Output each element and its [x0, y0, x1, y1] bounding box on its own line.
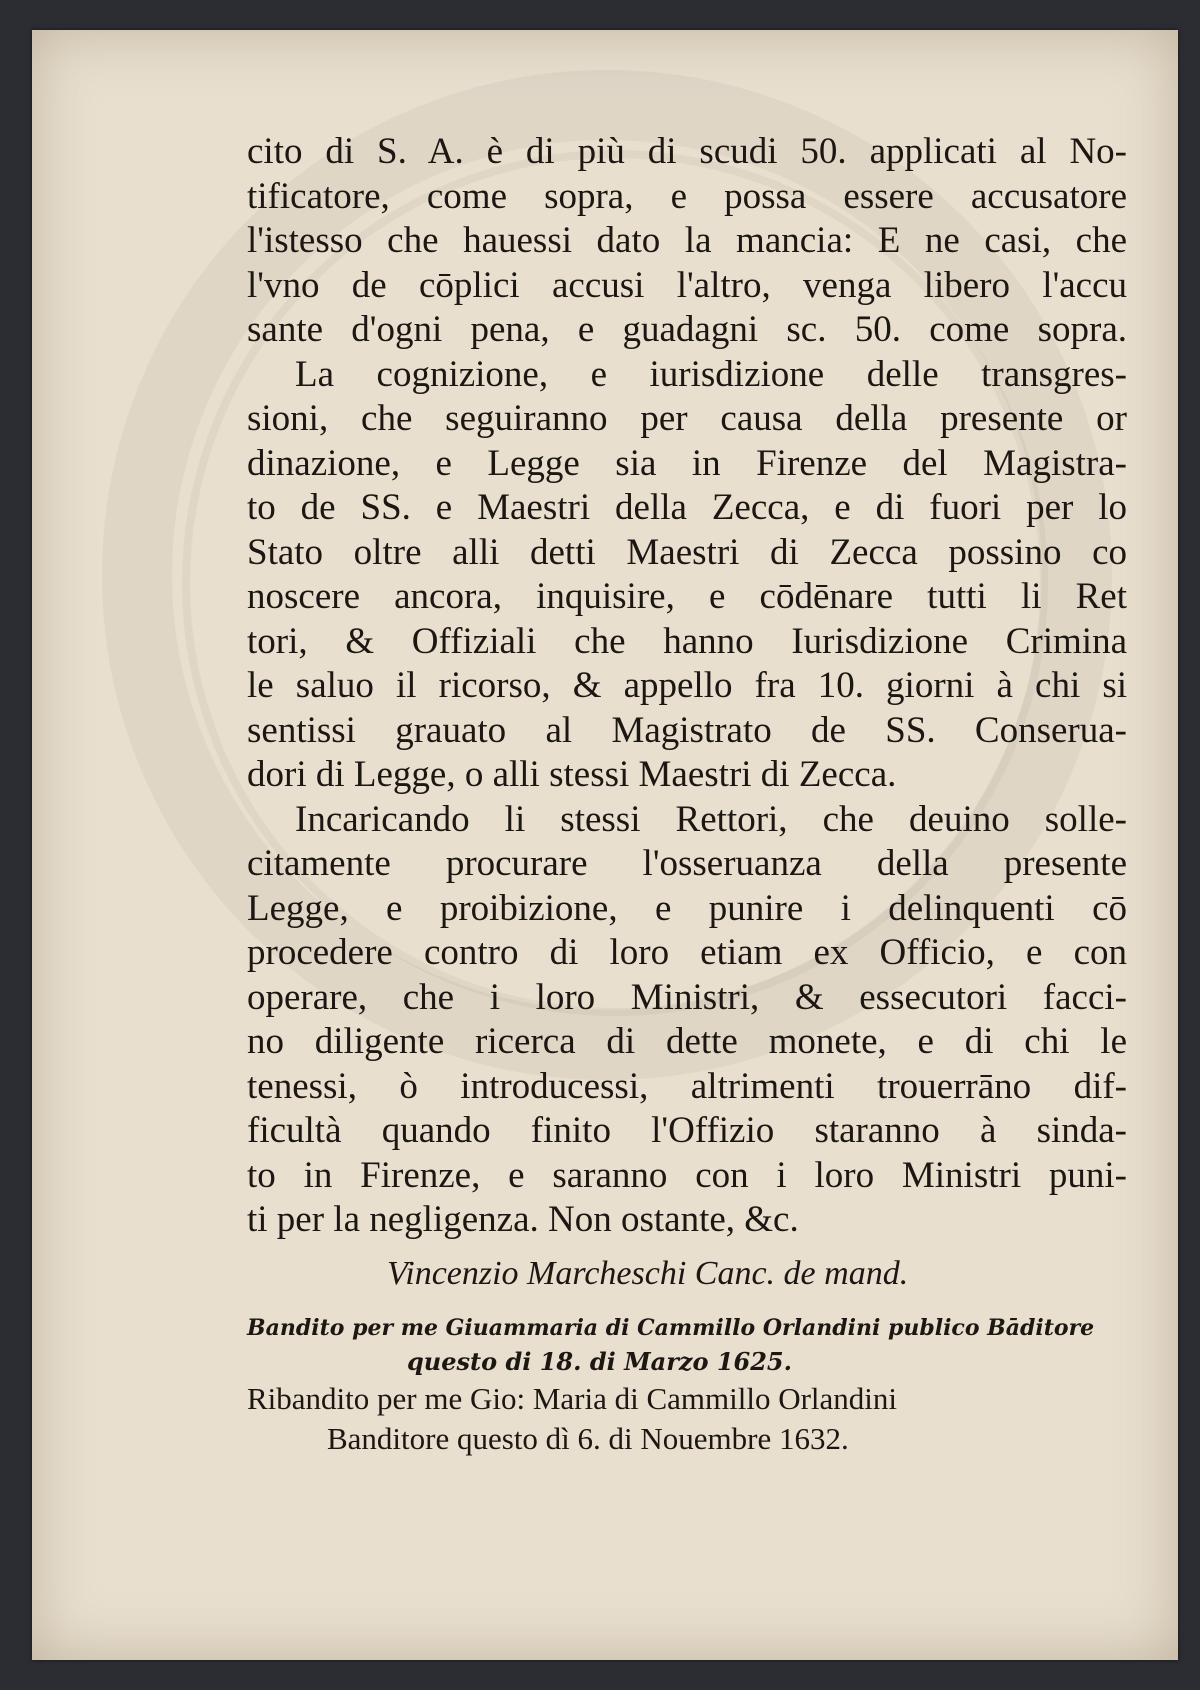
signature: Vincenzio Marcheschi Canc. de mand. — [387, 1254, 909, 1292]
text-line: le saluo il ricorso, & appello fra 10. giorni à chi si — [247, 665, 1127, 706]
text-line: operare, che i loro Ministri, & essecutori facci- — [247, 976, 1127, 1018]
text-line: La cognizione, e iurisdizione delle transgres- — [295, 353, 1127, 395]
text-line: sioni, che seguiranno per causa della presente or — [247, 398, 1127, 439]
text-line: ficultà quando finito l'Offizio staranno à sinda- — [247, 1110, 1127, 1151]
text-line: Legge, e proibizione, e punire i delinquenti cō — [247, 887, 1127, 929]
text-line: sentissi grauato al Magistrato de SS. Conserua- — [247, 709, 1127, 751]
text-line: no diligente ricerca di dette monete, e di chi le — [247, 1021, 1127, 1062]
text-line: l'vno de cōplici accusi l'altro, venga libero l'accu — [247, 264, 1127, 306]
text-line: cito di S. A. è di più di scudi 50. applicati al No- — [247, 131, 1127, 172]
colophon-line: questo di 18. di Marzo 1625. — [407, 1346, 792, 1376]
text-line: to de SS. e Maestri della Zecca, e di fuori per lo — [247, 487, 1127, 528]
text-line: ti per la negligenza. Non ostante, &c. — [247, 1199, 799, 1240]
document-page — [32, 30, 1178, 1660]
main-text — [247, 130, 1127, 1459]
text-line: tenessi, ò introducessi, altrimenti trouerrāno dif- — [247, 1065, 1127, 1107]
text-line: noscere ancora, inquisire, e cōdēnare tutti li Ret — [247, 576, 1127, 617]
text-line: Incaricando li stessi Rettori, che deuino solle- — [295, 798, 1127, 840]
text-line: tori, & Offiziali che hanno Iurisdizione Crimina — [247, 620, 1127, 662]
colophon — [247, 1311, 1127, 1459]
text-line: to in Firenze, e saranno con i loro Ministri puni- — [247, 1154, 1127, 1196]
text-line: dori di Legge, o alli stessi Maestri di Zecca. — [247, 754, 897, 795]
text-line: procedere contro di loro etiam ex Officio, e con — [247, 932, 1127, 973]
text-line: citamente procurare l'osseruanza della presente — [247, 843, 1127, 884]
colophon-line: Bandito per me Giuammaria di Cammillo Orlandini publico Bāditore — [247, 1314, 1095, 1341]
text-line: sante d'ogni pena, e guadagni sc. 50. come sopra. — [247, 309, 1127, 350]
text-line: Stato oltre alli detti Maestri di Zecca possino co — [247, 531, 1127, 573]
text-line: l'istesso che hauessi dato la mancia: E ne casi, che — [247, 220, 1127, 261]
text-line: dinazione, e Legge sia in Firenze del Magistra- — [247, 442, 1127, 484]
text-line: tificatore, come sopra, e possa essere accusatore — [247, 175, 1127, 217]
colophon-line: Banditore questo dì 6. di Nouembre 1632. — [327, 1420, 849, 1456]
colophon-line: Ribandito per me Gio: Maria di Cammillo Orlandini — [247, 1380, 898, 1416]
